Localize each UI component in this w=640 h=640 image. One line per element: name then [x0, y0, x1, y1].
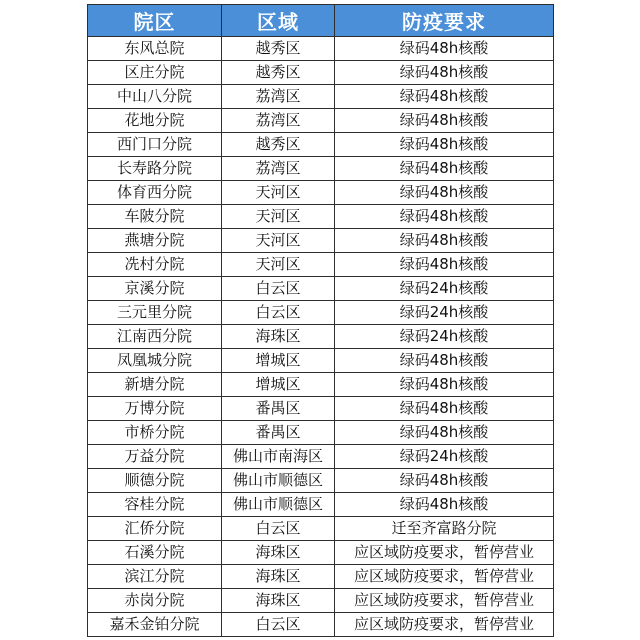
cell-campus: 燕塘分院 [88, 229, 222, 253]
cell-requirement: 绿码48h核酸 [335, 493, 554, 517]
table-row [88, 493, 554, 517]
table-row [88, 517, 554, 541]
cell-district: 白云区 [222, 613, 335, 637]
table-row [88, 421, 554, 445]
cell-campus: 凤凰城分院 [88, 349, 222, 373]
cell-requirement: 绿码48h核酸 [335, 421, 554, 445]
cell-campus: 长寿路分院 [88, 157, 222, 181]
cell-district: 天河区 [222, 229, 335, 253]
header-epidemic-requirement: 防疫要求 [335, 5, 554, 37]
cell-district: 荔湾区 [222, 85, 335, 109]
cell-campus: 冼村分院 [88, 253, 222, 277]
cell-district: 佛山市顺德区 [222, 493, 335, 517]
header-campus: 院区 [88, 5, 222, 37]
table-row [88, 157, 554, 181]
cell-district: 增城区 [222, 373, 335, 397]
cell-district: 增城区 [222, 349, 335, 373]
table-row [88, 325, 554, 349]
cell-requirement: 应区域防疫要求，暂停营业 [335, 565, 554, 589]
cell-campus: 西门口分院 [88, 133, 222, 157]
cell-requirement: 应区域防疫要求，暂停营业 [335, 541, 554, 565]
cell-campus: 区庄分院 [88, 61, 222, 85]
cell-campus: 新塘分院 [88, 373, 222, 397]
cell-campus: 三元里分院 [88, 301, 222, 325]
cell-requirement: 绿码48h核酸 [335, 373, 554, 397]
cell-requirement: 绿码48h核酸 [335, 397, 554, 421]
cell-district: 番禺区 [222, 421, 335, 445]
table-row [88, 133, 554, 157]
cell-requirement: 绿码48h核酸 [335, 85, 554, 109]
cell-campus: 容桂分院 [88, 493, 222, 517]
cell-campus: 滨江分院 [88, 565, 222, 589]
cell-campus: 万益分院 [88, 445, 222, 469]
cell-campus: 万博分院 [88, 397, 222, 421]
cell-requirement: 绿码48h核酸 [335, 109, 554, 133]
table-row [88, 61, 554, 85]
header-district: 区域 [222, 5, 335, 37]
cell-district: 越秀区 [222, 133, 335, 157]
table-row [88, 229, 554, 253]
clinic-epidemic-table [87, 4, 554, 637]
cell-campus: 嘉禾金铂分院 [88, 613, 222, 637]
cell-campus: 赤岗分院 [88, 589, 222, 613]
cell-campus: 汇侨分院 [88, 517, 222, 541]
table-row [88, 565, 554, 589]
table-row [88, 469, 554, 493]
cell-district: 海珠区 [222, 565, 335, 589]
cell-requirement: 绿码48h核酸 [335, 229, 554, 253]
cell-district: 白云区 [222, 517, 335, 541]
cell-district: 天河区 [222, 181, 335, 205]
table-row [88, 613, 554, 637]
cell-requirement: 绿码48h核酸 [335, 349, 554, 373]
cell-campus: 江南西分院 [88, 325, 222, 349]
cell-campus: 体育西分院 [88, 181, 222, 205]
table-row [88, 37, 554, 61]
table-row [88, 205, 554, 229]
cell-requirement: 绿码48h核酸 [335, 157, 554, 181]
cell-requirement: 绿码48h核酸 [335, 205, 554, 229]
cell-campus: 东风总院 [88, 37, 222, 61]
clinic-table-container [87, 4, 553, 637]
cell-campus: 车陂分院 [88, 205, 222, 229]
cell-campus: 京溪分院 [88, 277, 222, 301]
cell-requirement: 绿码24h核酸 [335, 325, 554, 349]
cell-campus: 中山八分院 [88, 85, 222, 109]
table-body [88, 37, 554, 637]
cell-campus: 市桥分院 [88, 421, 222, 445]
cell-district: 越秀区 [222, 37, 335, 61]
cell-requirement: 绿码24h核酸 [335, 301, 554, 325]
table-row [88, 373, 554, 397]
cell-requirement: 绿码48h核酸 [335, 133, 554, 157]
cell-requirement: 应区域防疫要求，暂停营业 [335, 589, 554, 613]
table-row [88, 301, 554, 325]
cell-requirement: 绿码48h核酸 [335, 469, 554, 493]
cell-district: 天河区 [222, 253, 335, 277]
cell-district: 荔湾区 [222, 157, 335, 181]
cell-requirement: 应区域防疫要求，暂停营业 [335, 613, 554, 637]
table-row [88, 253, 554, 277]
cell-requirement: 绿码48h核酸 [335, 181, 554, 205]
table-row [88, 109, 554, 133]
cell-district: 天河区 [222, 205, 335, 229]
table-row [88, 397, 554, 421]
cell-district: 越秀区 [222, 61, 335, 85]
cell-requirement: 迁至齐富路分院 [335, 517, 554, 541]
table-row [88, 277, 554, 301]
cell-requirement: 绿码24h核酸 [335, 445, 554, 469]
table-row [88, 589, 554, 613]
cell-requirement: 绿码48h核酸 [335, 253, 554, 277]
cell-requirement: 绿码24h核酸 [335, 277, 554, 301]
table-row [88, 349, 554, 373]
cell-campus: 花地分院 [88, 109, 222, 133]
table-row [88, 541, 554, 565]
cell-district: 海珠区 [222, 325, 335, 349]
table-row [88, 181, 554, 205]
cell-district: 海珠区 [222, 589, 335, 613]
cell-district: 白云区 [222, 301, 335, 325]
cell-district: 白云区 [222, 277, 335, 301]
cell-district: 番禺区 [222, 397, 335, 421]
table-row [88, 85, 554, 109]
cell-campus: 顺德分院 [88, 469, 222, 493]
cell-requirement: 绿码48h核酸 [335, 37, 554, 61]
cell-district: 荔湾区 [222, 109, 335, 133]
table-header-row [88, 5, 554, 37]
cell-district: 海珠区 [222, 541, 335, 565]
cell-district: 佛山市南海区 [222, 445, 335, 469]
cell-requirement: 绿码48h核酸 [335, 61, 554, 85]
cell-district: 佛山市顺德区 [222, 469, 335, 493]
cell-campus: 石溪分院 [88, 541, 222, 565]
table-row [88, 445, 554, 469]
